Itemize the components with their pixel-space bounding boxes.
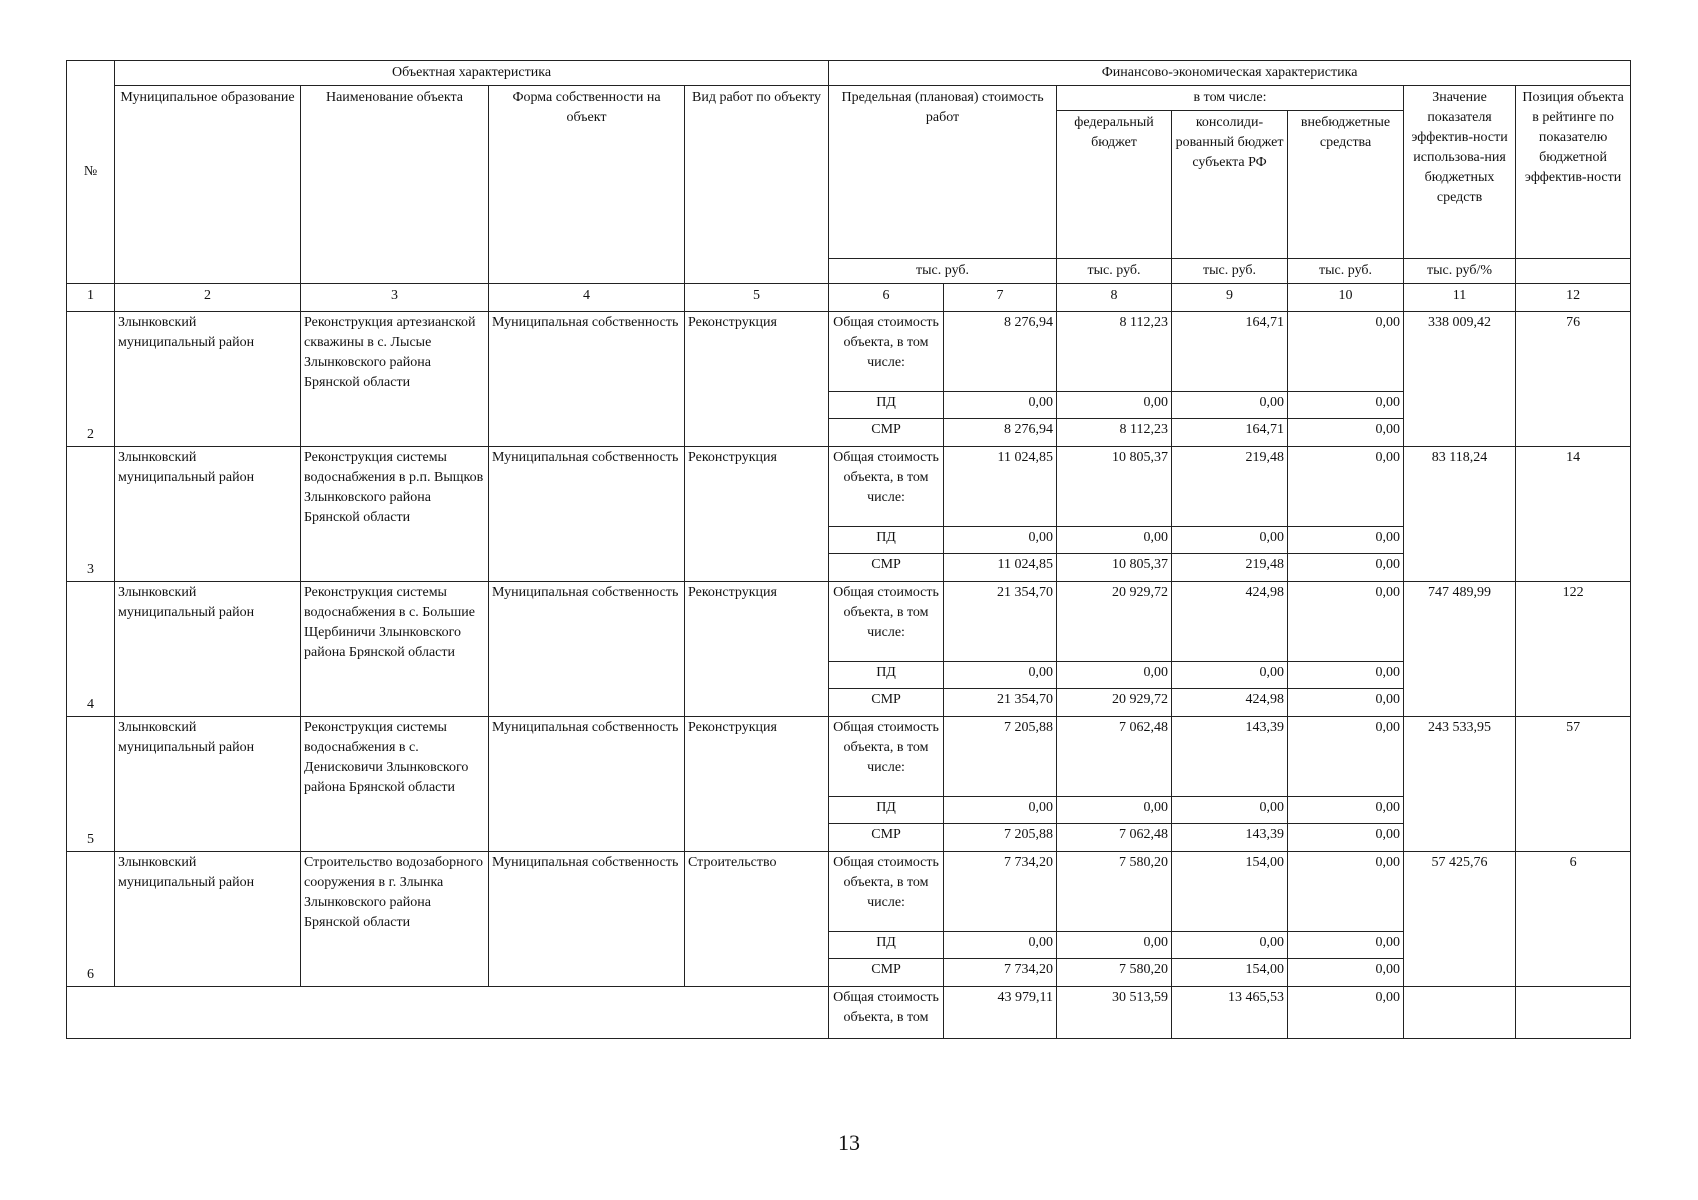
consolidated-value: 219,48 — [1172, 447, 1288, 527]
table-row — [67, 582, 1631, 662]
total-cost-value: 11 024,85 — [944, 554, 1057, 582]
federal-value: 0,00 — [1057, 392, 1172, 419]
header-efficiency: Значение показателя эффектив-ности использова-ния бюджетных средств — [1404, 86, 1516, 259]
column-number: 2 — [115, 284, 301, 312]
header-extrabudget: внебюджетные средства — [1288, 111, 1404, 259]
consolidated-value: 0,00 — [1172, 392, 1288, 419]
total-rating-empty — [1516, 987, 1631, 1039]
document-page — [66, 60, 1630, 1039]
cost-type-label: Общая стоимость объекта, в том числе: — [829, 582, 944, 662]
total-cost-value: 21 354,70 — [944, 689, 1057, 717]
rating-value: 6 — [1516, 852, 1631, 987]
row-number: 4 — [67, 582, 115, 717]
unit-federal: тыс. руб. — [1057, 259, 1172, 284]
total-cost-value: 7 205,88 — [944, 717, 1057, 797]
consolidated-value: 0,00 — [1172, 662, 1288, 689]
extrabudget-value: 0,00 — [1288, 797, 1404, 824]
ownership-cell: Муниципальная собственность — [489, 447, 685, 582]
object-name-cell: Строительство водозаборного сооружения в г. Злынка Злынковского района Брянской области — [301, 852, 489, 987]
efficiency-value: 338 009,42 — [1404, 312, 1516, 447]
ownership-cell: Муниципальная собственность — [489, 312, 685, 447]
row-number: 3 — [67, 447, 115, 582]
total-cost-value: 7 734,20 — [944, 852, 1057, 932]
total-cost-value: 11 024,85 — [944, 447, 1057, 527]
cost-type-label: ПД — [829, 527, 944, 554]
consolidated-value: 424,98 — [1172, 689, 1288, 717]
row-number: 2 — [67, 312, 115, 447]
consolidated-value: 0,00 — [1172, 932, 1288, 959]
cost-type-label: Общая стоимость объекта, в том числе: — [829, 312, 944, 392]
federal-value: 8 112,23 — [1057, 419, 1172, 447]
column-number: 10 — [1288, 284, 1404, 312]
federal-value: 8 112,23 — [1057, 312, 1172, 392]
object-name-cell: Реконструкция системы водоснабжения в р.п. Выщков Злынковского района Брянской области — [301, 447, 489, 582]
extrabudget-value: 0,00 — [1288, 959, 1404, 987]
column-number: 3 — [301, 284, 489, 312]
consolidated-value: 424,98 — [1172, 582, 1288, 662]
work-type-cell: Реконструкция — [685, 717, 829, 852]
municipality-cell: Злынковский муниципальный район — [115, 852, 301, 987]
extrabudget-value: 0,00 — [1288, 419, 1404, 447]
object-name-cell: Реконструкция системы водоснабжения в с. Денисковичи Злынковского района Брянской области — [301, 717, 489, 852]
extrabudget-value: 0,00 — [1288, 582, 1404, 662]
extrabudget-value: 0,00 — [1288, 447, 1404, 527]
unit-consolidated: тыс. руб. — [1172, 259, 1288, 284]
header-consolidated: консолиди-рованный бюджет субъекта РФ — [1172, 111, 1288, 259]
header-num: № — [67, 61, 115, 284]
extrabudget-value: 0,00 — [1288, 824, 1404, 852]
extrabudget-value: 0,00 — [1288, 932, 1404, 959]
federal-value: 7 062,48 — [1057, 824, 1172, 852]
column-number: 4 — [489, 284, 685, 312]
federal-value: 10 805,37 — [1057, 447, 1172, 527]
efficiency-value: 83 118,24 — [1404, 447, 1516, 582]
federal-value: 7 580,20 — [1057, 852, 1172, 932]
work-type-cell: Реконструкция — [685, 447, 829, 582]
extrabudget-value: 0,00 — [1288, 312, 1404, 392]
rating-value: 14 — [1516, 447, 1631, 582]
header-ownership: Форма собственности на объект — [489, 86, 685, 284]
total-cost-value: 0,00 — [944, 797, 1057, 824]
municipality-cell: Злынковский муниципальный район — [115, 447, 301, 582]
municipality-cell: Злынковский муниципальный район — [115, 312, 301, 447]
total-cost-value: 0,00 — [944, 527, 1057, 554]
column-number: 6 — [829, 284, 944, 312]
extrabudget-value: 0,00 — [1288, 689, 1404, 717]
federal-value: 0,00 — [1057, 932, 1172, 959]
total-sum-value: 43 979,11 — [944, 987, 1057, 1039]
work-type-cell: Строительство — [685, 852, 829, 987]
consolidated-value: 143,39 — [1172, 717, 1288, 797]
extrabudget-value: 0,00 — [1288, 662, 1404, 689]
rating-value: 76 — [1516, 312, 1631, 447]
object-name-cell: Реконструкция системы водоснабжения в с. Большие Щербиничи Злынковского района Брянской области — [301, 582, 489, 717]
municipality-cell: Злынковский муниципальный район — [115, 717, 301, 852]
ownership-cell: Муниципальная собственность — [489, 852, 685, 987]
consolidated-value: 154,00 — [1172, 852, 1288, 932]
header-including: в том числе: — [1057, 86, 1404, 111]
table-row — [67, 447, 1631, 527]
unit-cost: тыс. руб. — [829, 259, 1057, 284]
budget-efficiency-table — [66, 60, 1631, 1039]
header-object-name: Наименование объекта — [301, 86, 489, 284]
cost-type-label: СМР — [829, 689, 944, 717]
federal-value: 0,00 — [1057, 662, 1172, 689]
cost-type-label: СМР — [829, 959, 944, 987]
total-efficiency-empty — [1404, 987, 1516, 1039]
table-row — [67, 852, 1631, 932]
cost-type-label: ПД — [829, 797, 944, 824]
federal-value: 7 580,20 — [1057, 959, 1172, 987]
column-number: 11 — [1404, 284, 1516, 312]
extrabudget-value: 0,00 — [1288, 852, 1404, 932]
efficiency-value: 243 533,95 — [1404, 717, 1516, 852]
federal-value: 0,00 — [1057, 527, 1172, 554]
municipality-cell: Злынковский муниципальный район — [115, 582, 301, 717]
total-row-empty — [67, 987, 829, 1039]
extrabudget-value: 0,00 — [1288, 554, 1404, 582]
header-limit-cost: Предельная (плановая) стоимость работ — [829, 86, 1057, 259]
federal-value: 10 805,37 — [1057, 554, 1172, 582]
rating-value: 57 — [1516, 717, 1631, 852]
efficiency-value: 747 489,99 — [1404, 582, 1516, 717]
consolidated-value: 143,39 — [1172, 824, 1288, 852]
federal-value: 0,00 — [1057, 797, 1172, 824]
efficiency-value: 57 425,76 — [1404, 852, 1516, 987]
consolidated-value: 154,00 — [1172, 959, 1288, 987]
header-group-object: Объектная характеристика — [115, 61, 829, 86]
cost-type-label: ПД — [829, 932, 944, 959]
federal-value: 20 929,72 — [1057, 582, 1172, 662]
table-row — [67, 312, 1631, 392]
total-label: Общая стоимость объекта, в том — [829, 987, 944, 1039]
extrabudget-value: 0,00 — [1288, 527, 1404, 554]
cost-type-label: Общая стоимость объекта, в том числе: — [829, 852, 944, 932]
ownership-cell: Муниципальная собственность — [489, 582, 685, 717]
total-row — [67, 987, 1631, 1039]
total-cost-value: 7 205,88 — [944, 824, 1057, 852]
table-row — [67, 717, 1631, 797]
unit-efficiency: тыс. руб/% — [1404, 259, 1516, 284]
column-numbers-row — [67, 284, 1631, 312]
total-cost-value: 21 354,70 — [944, 582, 1057, 662]
total-cost-value: 7 734,20 — [944, 959, 1057, 987]
extrabudget-value: 0,00 — [1288, 717, 1404, 797]
consolidated-value: 0,00 — [1172, 797, 1288, 824]
header-group-finance: Финансово-экономическая характеристика — [829, 61, 1631, 86]
column-number: 7 — [944, 284, 1057, 312]
total-cost-value: 8 276,94 — [944, 419, 1057, 447]
federal-value: 20 929,72 — [1057, 689, 1172, 717]
cost-type-label: Общая стоимость объекта, в том числе: — [829, 717, 944, 797]
header-rating: Позиция объекта в рейтинге по показателю бюджетной эффектив-ности — [1516, 86, 1631, 259]
cost-type-label: СМР — [829, 824, 944, 852]
ownership-cell: Муниципальная собственность — [489, 717, 685, 852]
total-consolidated-value: 13 465,53 — [1172, 987, 1288, 1039]
consolidated-value: 164,71 — [1172, 419, 1288, 447]
row-number: 6 — [67, 852, 115, 987]
consolidated-value: 0,00 — [1172, 527, 1288, 554]
extrabudget-value: 0,00 — [1288, 392, 1404, 419]
cost-type-label: СМР — [829, 419, 944, 447]
work-type-cell: Реконструкция — [685, 582, 829, 717]
unit-rating-empty — [1516, 259, 1631, 284]
total-cost-value: 0,00 — [944, 392, 1057, 419]
total-cost-value: 0,00 — [944, 662, 1057, 689]
object-name-cell: Реконструкция артезианской скважины в с. Лысые Злынковского района Брянской области — [301, 312, 489, 447]
total-cost-value: 8 276,94 — [944, 312, 1057, 392]
header-work-type: Вид работ по объекту — [685, 86, 829, 284]
column-number: 9 — [1172, 284, 1288, 312]
cost-type-label: СМР — [829, 554, 944, 582]
total-federal-value: 30 513,59 — [1057, 987, 1172, 1039]
column-number: 5 — [685, 284, 829, 312]
header-municipality: Муниципальное образование — [115, 86, 301, 284]
unit-extrabudget: тыс. руб. — [1288, 259, 1404, 284]
page-number: 13 — [838, 1130, 860, 1155]
column-number: 1 — [67, 284, 115, 312]
column-number: 12 — [1516, 284, 1631, 312]
consolidated-value: 219,48 — [1172, 554, 1288, 582]
row-number: 5 — [67, 717, 115, 852]
federal-value: 7 062,48 — [1057, 717, 1172, 797]
cost-type-label: Общая стоимость объекта, в том числе: — [829, 447, 944, 527]
cost-type-label: ПД — [829, 662, 944, 689]
work-type-cell: Реконструкция — [685, 312, 829, 447]
table-body — [67, 61, 1631, 1039]
cost-type-label: ПД — [829, 392, 944, 419]
consolidated-value: 164,71 — [1172, 312, 1288, 392]
column-number: 8 — [1057, 284, 1172, 312]
total-cost-value: 0,00 — [944, 932, 1057, 959]
rating-value: 122 — [1516, 582, 1631, 717]
total-extrabudget-value: 0,00 — [1288, 987, 1404, 1039]
header-federal: федеральный бюджет — [1057, 111, 1172, 259]
